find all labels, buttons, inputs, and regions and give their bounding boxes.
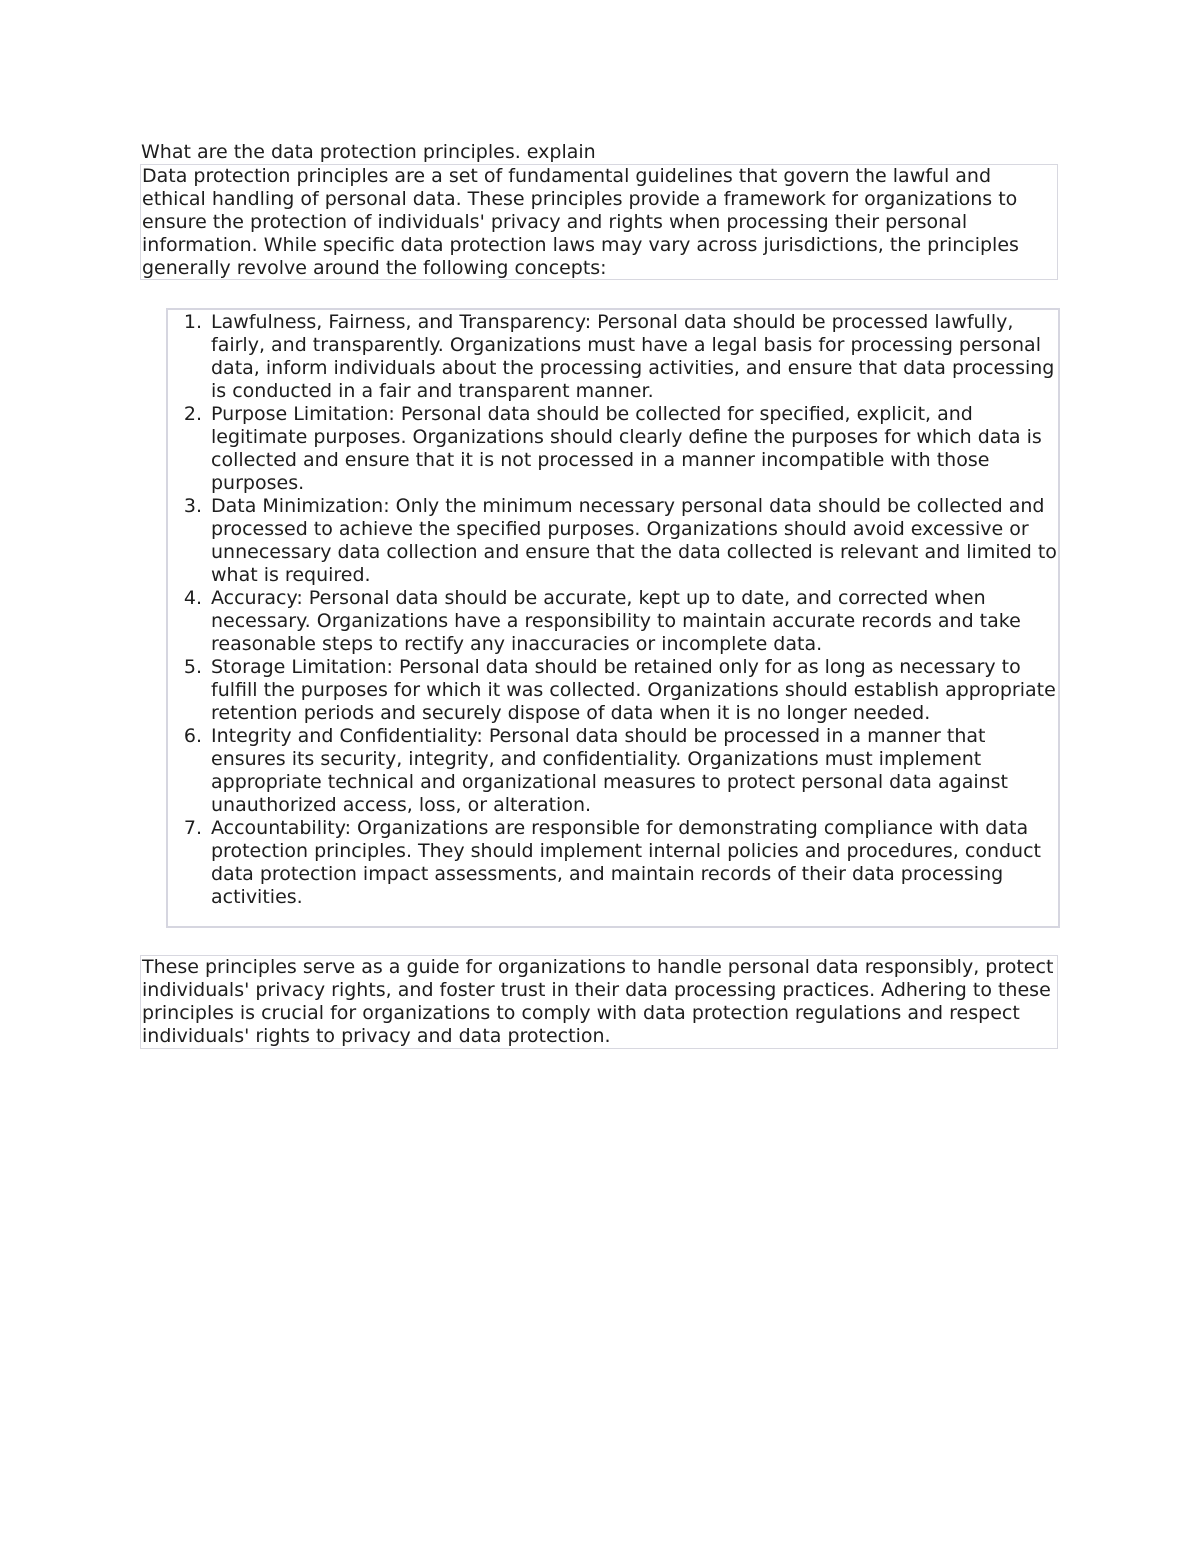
list-number: 7. (183, 817, 202, 839)
intro-paragraph: Data protection principles are a set of fundamental guidelines that govern the lawful and ethical handling of personal data. These principles provide a framework for organizations to ensure the protection of individuals' privacy and rights when processing their personal information. While specific data protection laws may vary across jurisdictions, the principles generally revolve around the following concepts: (142, 165, 1019, 279)
list-item (168, 587, 1060, 656)
list-number: 4. (183, 587, 202, 609)
list-item (168, 817, 1060, 909)
list-item (168, 495, 1060, 587)
list-text: Storage Limitation: Personal data should be retained only for as long as necessary to fulfill the purposes for which it was collected. Organizations should establish appropriate retention periods and securely dispose of data when it is no longer needed. (211, 656, 1056, 724)
list-item (168, 311, 1060, 403)
list-item (168, 656, 1060, 725)
principles-list (168, 311, 1060, 909)
list-text: Accuracy: Personal data should be accurate, kept up to date, and corrected when necessary. Organizations have a responsibility to maintain accurate records and take reasonable steps to rectify any inaccuracies or incomplete data. (211, 587, 1021, 655)
principles-list-box (166, 308, 1060, 928)
list-text: Purpose Limitation: Personal data should be collected for specified, explicit, and legitimate purposes. Organizations should clearly define the purposes for which data is collected and ensure that it is not processed in a manner incompatible with those purposes. (211, 403, 1042, 494)
list-number: 3. (183, 495, 202, 517)
list-item (168, 403, 1060, 495)
question-heading: What are the data protection principles. explain (141, 141, 596, 163)
list-item (168, 725, 1060, 817)
list-text: Accountability: Organizations are responsible for demonstrating compliance with data protection principles. They should implement internal policies and procedures, conduct data protection impact assessments, and maintain records of their data processing activities. (211, 817, 1041, 908)
list-number: 5. (183, 656, 202, 678)
list-number: 1. (183, 311, 202, 333)
intro-paragraph-box (140, 164, 1058, 280)
list-number: 6. (183, 725, 202, 747)
list-text: Integrity and Confidentiality: Personal data should be processed in a manner that ensures its security, integrity, and confidentiality. Organizations must implement appropriate technical and organizational measures to protect personal data against unauthorized access, loss, or alteration. (211, 725, 1009, 816)
summary-paragraph-box (140, 955, 1058, 1049)
list-number: 2. (183, 403, 202, 425)
list-text: Data Minimization: Only the minimum necessary personal data should be collected and processed to achieve the specified purposes. Organizations should avoid excessive or unnecessary data collection and ensure that the data collected is relevant and limited to what is required. (211, 495, 1057, 586)
list-text: Lawfulness, Fairness, and Transparency: Personal data should be processed lawfully, fairly, and transparently. Organizations must have a legal basis for processing personal data, inform individuals about the processing activities, and ensure that data processing is conducted in a fair and transparent manner. (211, 311, 1055, 402)
summary-paragraph: These principles serve as a guide for organizations to handle personal data responsibly, protect individuals' privacy rights, and foster trust in their data processing practices. Adhering to these principles is crucial for organizations to comply with data protection regulations and respect individuals' rights to privacy and data protection. (142, 956, 1054, 1047)
